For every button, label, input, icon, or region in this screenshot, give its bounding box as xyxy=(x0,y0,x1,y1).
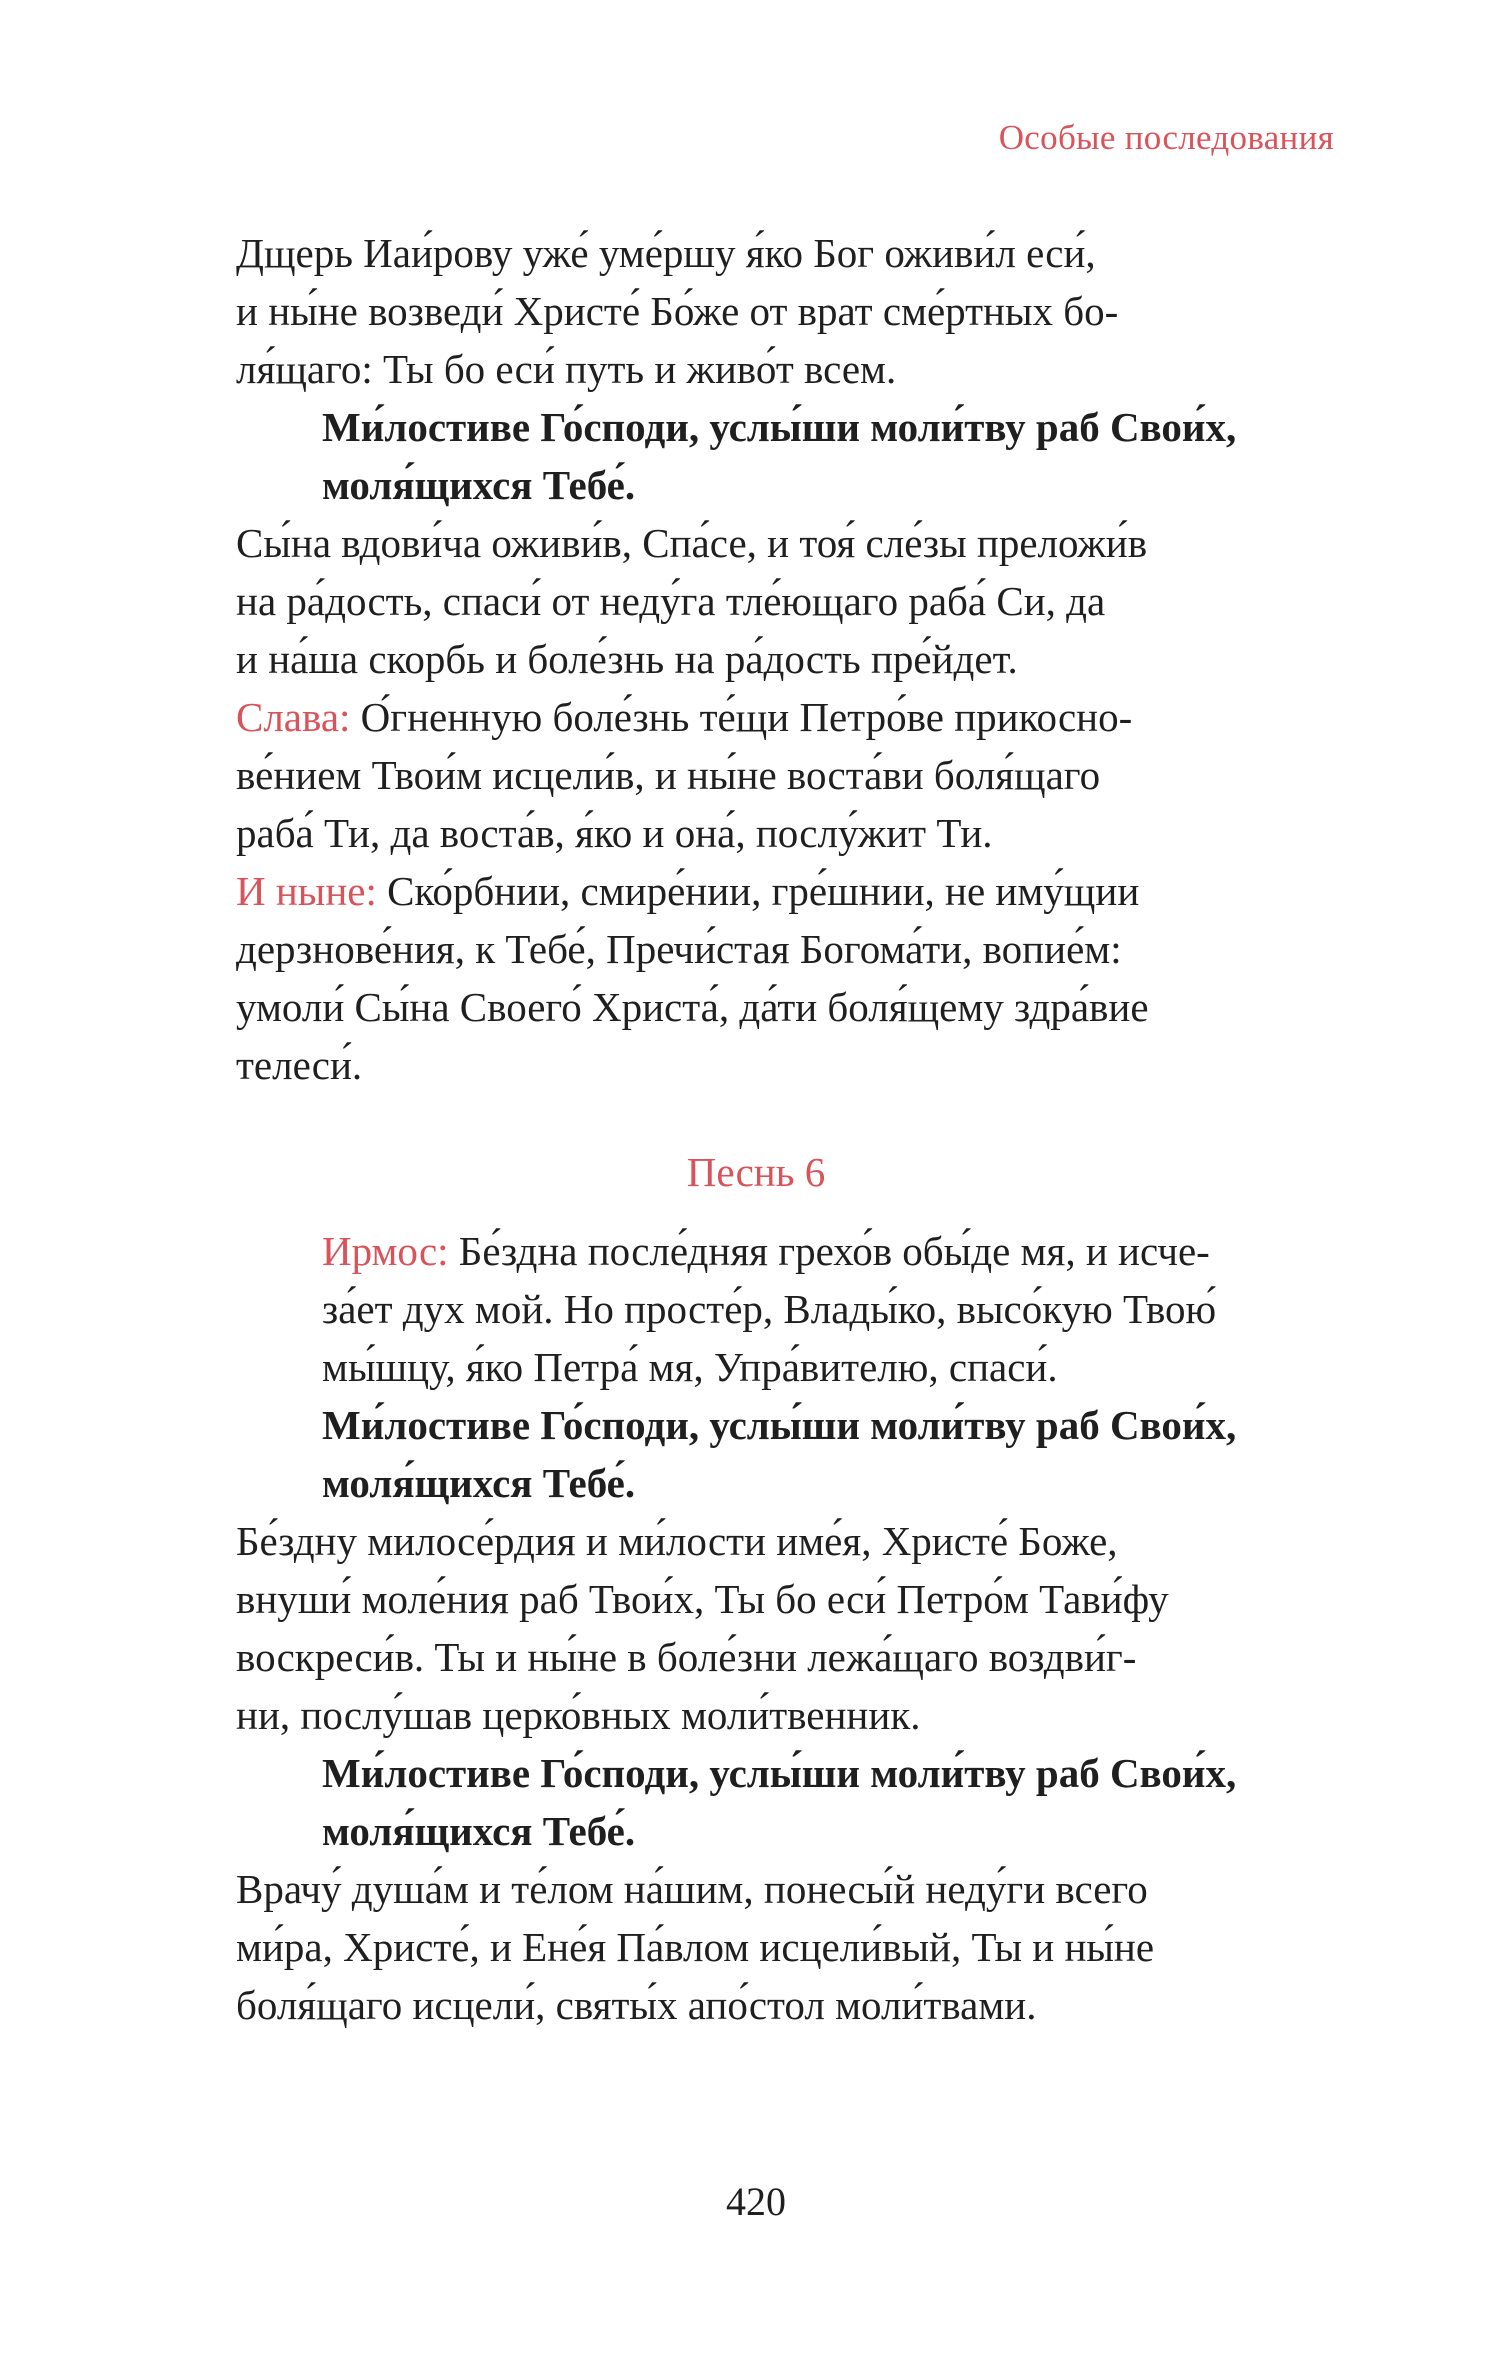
text-line: ни, послу́шав церко́вных моли́твенник. xyxy=(236,1692,921,1738)
paragraph-irmos xyxy=(236,1222,1336,1396)
refrain-line: Ми́лостиве Го́споди, услы́ши моли́тву раб Свои́х, xyxy=(322,1402,1237,1448)
paragraph-troparion-4 xyxy=(236,1860,1336,2034)
refrain xyxy=(236,398,1336,514)
paragraph-troparion-3 xyxy=(236,1512,1336,1744)
paragraph-troparion-2 xyxy=(236,514,1336,688)
text-line: за́ет дух мой. Но просте́р, Влады́ко, высо́кую Твою́ xyxy=(322,1286,1217,1332)
refrain xyxy=(236,1396,1336,1512)
paragraph-slava xyxy=(236,688,1336,862)
text-line: И ныне: Ско́рбнии, смире́нии, гре́шнии, не иму́щии xyxy=(236,868,1140,914)
i-nyne-label: И ныне: xyxy=(236,868,377,914)
text-line: внуши́ моле́ния раб Твои́х, Ты бо еси́ Петро́м Тави́фу xyxy=(236,1576,1169,1622)
text-line: Врачу́ душа́м и те́лом на́шим, понесы́й неду́ги всего xyxy=(236,1866,1148,1912)
text-line: и ны́не возведи́ Христе́ Бо́же от врат сме́ртных бо- xyxy=(236,288,1119,334)
text-line: Дщерь Иаи́рову уже́ уме́ршу я́ко Бог оживи́л еси́, xyxy=(236,230,1096,276)
text-line: и на́ша скорбь и боле́знь на ра́дость пре́йдет. xyxy=(236,636,1018,682)
page-number: 420 xyxy=(726,2179,786,2224)
text-line: умоли́ Сы́на Своего́ Христа́, да́ти боля́щему здра́вие xyxy=(236,984,1149,1030)
text-line: боля́щаго исцели́, святы́х апо́стол моли́твами. xyxy=(236,1982,1037,2028)
text-line: мы́шцу, я́ко Петра́ мя, Упра́вителю, спаси́. xyxy=(322,1344,1058,1390)
refrain-line: моля́щихся Тебе́. xyxy=(322,1460,636,1506)
refrain xyxy=(236,1744,1336,1860)
text-line: раба́ Ти, да воста́в, я́ко и она́, послу́жит Ти. xyxy=(236,810,993,856)
refrain-line: моля́щихся Тебе́. xyxy=(322,462,636,508)
text-line: дерзнове́ния, к Тебе́, Пречи́стая Богома́ти, вопие́м: xyxy=(236,926,1122,972)
text-line: ве́нием Твои́м исцели́в, и ны́не воста́ви боля́щаго xyxy=(236,752,1101,798)
paragraph-i-nyne xyxy=(236,862,1336,1094)
text-line: на ра́дость, спаси́ от неду́га тле́ющаго раба́ Си, да xyxy=(236,578,1106,624)
text-line: Сы́на вдови́ча оживи́в, Спа́се, и тоя́ сле́зы преложи́в xyxy=(236,520,1148,566)
refrain-line: Ми́лостиве Го́споди, услы́ши моли́тву раб Свои́х, xyxy=(322,1750,1237,1796)
irmos-label: Ирмос: xyxy=(322,1228,449,1274)
text-line: телеси́. xyxy=(236,1042,363,1088)
running-header: Особые последования xyxy=(998,118,1334,157)
text-line: Ирмос: Бе́здна после́дняя грехо́в обы́де мя, и исче- xyxy=(322,1228,1210,1274)
refrain-line: моля́щихся Тебе́. xyxy=(322,1808,636,1854)
text-line: Слава: О́гненную боле́знь те́щи Петро́ве прикосно- xyxy=(236,694,1133,740)
text-line: Бе́здну милосе́рдия и ми́лости име́я, Христе́ Боже, xyxy=(236,1518,1118,1564)
refrain-line: Ми́лостиве Го́споди, услы́ши моли́тву раб Свои́х, xyxy=(322,404,1237,450)
paragraph-troparion-1 xyxy=(236,224,1336,398)
text-line: воскреси́в. Ты и ны́не в боле́зни лежа́щаго воздви́г- xyxy=(236,1634,1137,1680)
slava-label: Слава: xyxy=(236,694,351,740)
song-heading: Песнь 6 xyxy=(686,1149,826,1195)
text-line: ми́ра, Христе́, и Ене́я Па́влом исцели́вый, Ты и ны́не xyxy=(236,1924,1155,1970)
text-line: ля́щаго: Ты бо еси́ путь и живо́т всем. xyxy=(236,346,897,392)
